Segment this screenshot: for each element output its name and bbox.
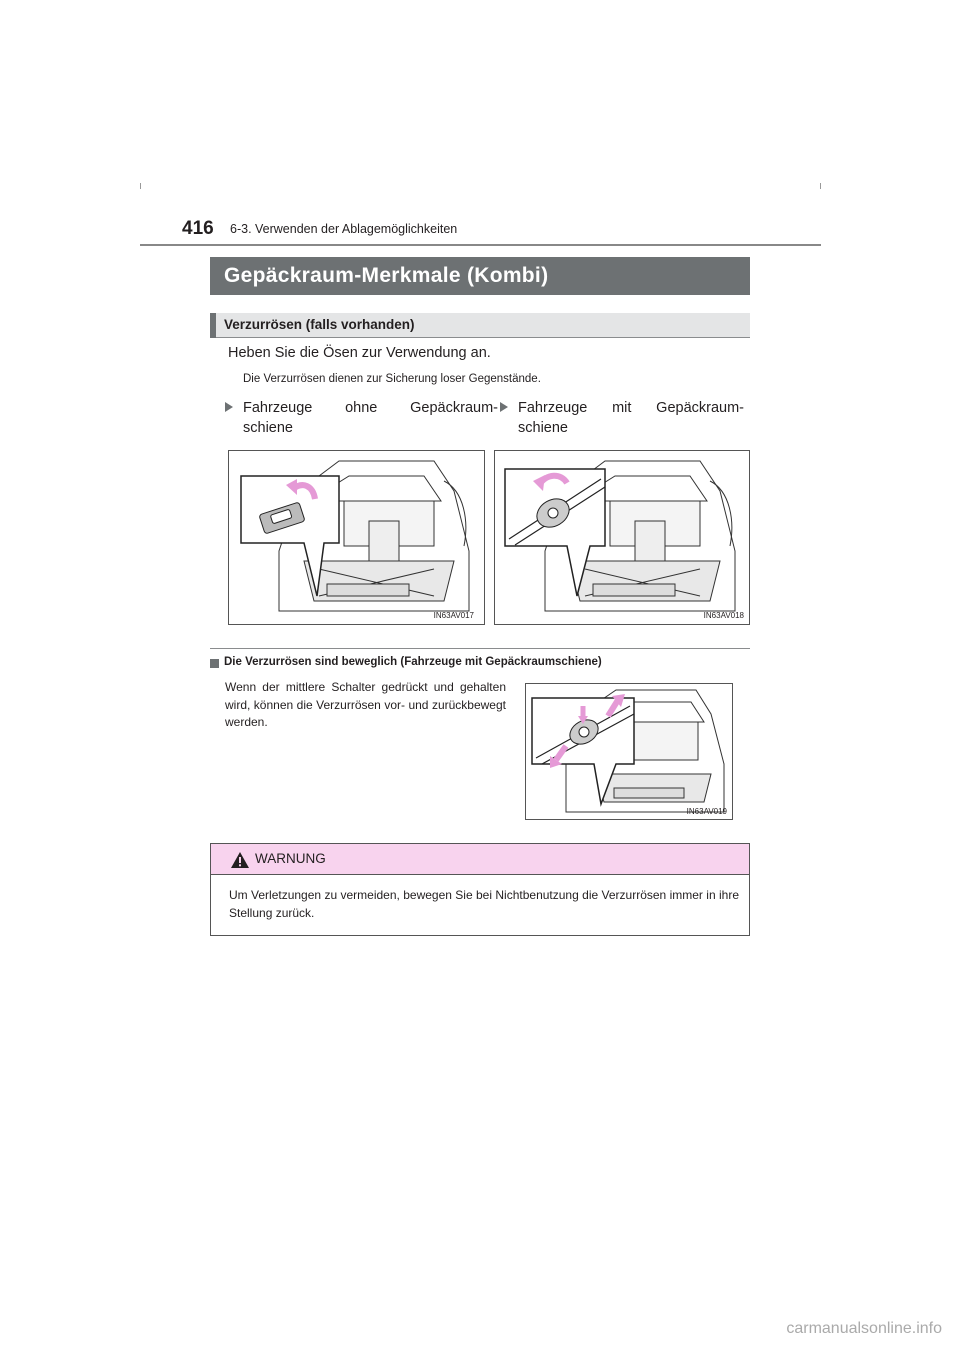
subsection-title: Verzurrösen (falls vorhanden) xyxy=(224,317,415,332)
warning-header xyxy=(211,844,749,875)
figure-code: IN63AV018 xyxy=(703,611,744,620)
warning-label: WARNUNG xyxy=(255,851,326,866)
variant-label-line1: Fahrzeuge mit Gepäckraum- xyxy=(518,400,744,416)
note-text: Die Verzurrösen dienen zur Sicherung loser Gegenstände. xyxy=(243,373,541,385)
figure-code: IN63AV017 xyxy=(433,611,474,620)
warning-text: Um Verletzungen zu vermeiden, bewegen Sie bei Nichtbenutzung die Verzurrösen immer in ihre Stellung zurück. xyxy=(229,888,739,920)
variant-label-line2: schiene xyxy=(243,420,293,436)
figure-movable-hooks xyxy=(525,683,733,820)
warning-box xyxy=(210,843,750,936)
subsection-bar xyxy=(210,313,750,338)
header-rule xyxy=(140,244,821,246)
crop-mark-left xyxy=(140,183,141,189)
variant-label-line2: schiene xyxy=(518,420,568,436)
section-title-bar xyxy=(210,257,750,295)
figure-cargo-hooks-with-rail xyxy=(494,450,750,625)
triangle-bullet-icon xyxy=(500,402,508,412)
watermark: carmanualsonline.info xyxy=(786,1320,942,1337)
instruction-text: Heben Sie die Ösen zur Verwendung an. xyxy=(228,345,491,361)
triangle-bullet-icon xyxy=(225,402,233,412)
movable-hooks-heading: Die Verzurrösen sind beweglich (Fahrzeuge mit Gepäckraumschiene) xyxy=(224,656,602,668)
cargo-area-illustration xyxy=(526,684,732,819)
crop-mark-right xyxy=(820,183,821,189)
variant-label-line1: Fahrzeuge ohne Gepäckraum- xyxy=(243,400,498,416)
figure-cargo-hooks-without-rail xyxy=(228,450,485,625)
variant-without-rail xyxy=(243,398,498,438)
variant-with-rail xyxy=(518,398,744,438)
page-number: 416 xyxy=(182,218,214,239)
figure-code: IN63AV019 xyxy=(686,807,727,816)
movable-hooks-text: Wenn der mittlere Schalter gedrückt und gehalten wird, können die Verzurrösen vor- und zurückbewegt werden. xyxy=(225,680,506,729)
section-title: Gepäckraum-Merkmale (Kombi) xyxy=(224,264,549,287)
section-rule xyxy=(210,648,750,649)
chapter-title: 6-3. Verwenden der Ablagemöglichkeiten xyxy=(230,222,458,236)
cargo-area-illustration xyxy=(495,451,749,624)
cargo-area-illustration xyxy=(229,451,484,624)
subsection-accent xyxy=(210,313,216,338)
warning-triangle-icon xyxy=(231,852,249,868)
square-bullet-icon xyxy=(210,659,219,668)
